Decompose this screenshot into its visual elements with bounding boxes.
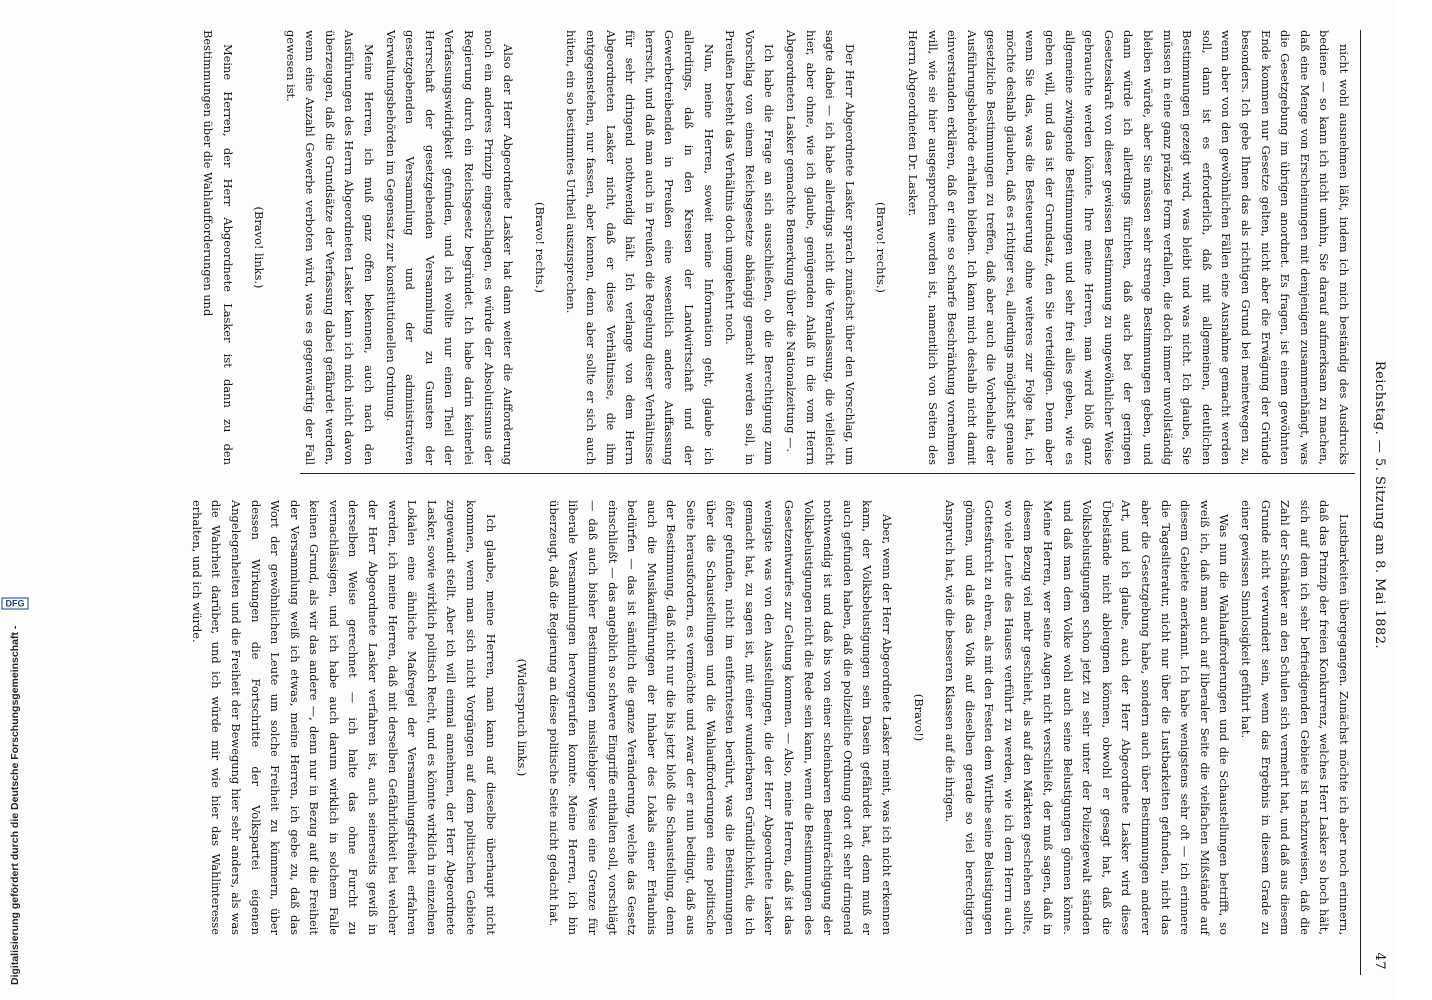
column-divider (300, 473, 1355, 474)
interjection: (Bravo! rechts.) (874, 202, 889, 293)
paragraph: Der Herr Abgeordnete Lasker sprach zunächst über den Vorschlag, um sagte dabei — ich habe allerdings nicht die Veranlassung, die vielleicht hier, aber ohne, wie ich glaube, genügenden Anlaß in die vom Herrn Abgeordneten Lasker gemachte Bemerkung über die Nationalzeitung —. (783, 30, 857, 465)
left-text-column (200, 30, 1353, 465)
paragraph: nicht wohl ausnehmen läßt, indem ich mich beständig des Ausdrucks bediene — so kann ich nicht umhin, Sie darauf aufmerksam zu machen, daß eine Menge von Erscheinungen mit demjenigen zusammenhängt, was die Gesetzgebung im übrigen anordnet. Es fragen, ist einem gewöhnten Ende kommen nur Gesetze gelten, nicht aber die Erwägung der Gründe besonders. Ich gebe Ihnen das als richtigen Grund bei meinetwegen zu, wenn aber von den gewöhnlichen Fällen eine Ausnahme gemacht werden soll, dann ist es erforderlich, daß mit allgemeinen, deutlichen Bestimmungen gezeigt wird, was bleibt und was nicht. Ich glaube, Sie müssen in eine ganz präzise Form verfallen, die doch immer unvollständig bleiben würde, aber Sie müssen sehr strenge Bestimmungen geben, und dann würde ich allerdings fürchten, daß auch bei der geringen Gesetzeskraft von dieser gewissen Bestimmung zu ungewöhnlicher Weise gebrauchte werden könnte. Ihre meine Herren, man wird bloß ganz allgemeine zwingende Bestimmungen und sehr frei alles geben, wie es geben will, und das ist der Grundsatz, den Sie verteidigen. Denn aber wenn Sie das, was die Besteuerung ohne weiteres zur Folge hat, ich möchte deshalb glauben, daß es richtiger sei, allerdings möglichst genaue gesetzliche Bestimmungen zu treffen, daß aber auch die Vorbehalte der Ausführungsbehörde erhalten bleiben. Ich kann mich deshalb nicht damit einverstanden erklären, daß er eine so scharfe Beschränkung vornehmen will, wie sie hier ausgesprochen worden ist, namentlich von Seiten des Herrn Abgeordneten Dr. Lasker. (905, 30, 1351, 465)
paragraph: Also der Herr Abgeordnete Lasker hat dann weiter die Aufforderung noch ein anderes Prinzip eingeschlagen, es würde der Absolutismus der Regierung durch ein Reichsgesetz begründet. Ich habe darin keinerlei Verfassungswidrigkeit gefunden, und ich wollte nur einen Theil der Herrschaft der gesetzgebenden Versammlung zu Gunsten der gesetzgebenden Versammlung und der administrativen Verwaltungsbehörden im Gegensatz zur konstitutionellen Ordnung. (383, 30, 516, 465)
dfg-logo: DFG (2, 597, 29, 609)
paragraph: Ich habe die Frage an sich ausschließen, ob die Berechtigung zum Vorschlag von einem Reichsgesetze abhängig gemacht werden soll, in Preußen besteht das Verhältnis doch umgekehrt noch. (723, 30, 777, 465)
paragraph: Meine Herren, ich muß ganz offen bekennen, auch nach den Ausführungen des Herrn Abgeordneten Lasker kann ich mich nicht davon überzeugen, daß die Grundsätze der Verfassung dabei gefährdet werden, wenn eine Anzahl Gewerbe verboten wird, was es gegenwärtig der Fall gewesen ist. (283, 30, 377, 465)
paragraph: Meine Herren, der Herr Abgeordnete Lasker ist dann zu den Bestimmungen über die Wahlaufforderungen und (200, 30, 235, 465)
paragraph: Ich glaube, meine Herren, man kann auf dieselbe überhaupt nicht kommen, wenn man sich nicht Vorgängen auf dem politischen Gebiete zugewandt stellt. Aber ich will einmal annehmen, der Herr Abgeordnete Lasker, sowie wirklich politisch Recht, und es könnte wirklich in einzelnen Lokalen eine ähnliche Maßregel der Versammlungsfreiheit erfahren werden, ich meine Herren, daß mit derselben Gefährlichkeit bei welcher der Herr Abgeordnete Lasker verfahren ist, auch seinerseits gewiß in derselben Weise gerechnet — ich halte das ohne Furcht zu vernachlässigen, und ich habe auch darum wirklich in solchem Falle keinen Grund, als wir das andere —, denn nur in Bezug auf die Freiheit der Versammlung weiß ich etwas, meine Herren, ich gebe zu, daß das Wort der gewöhnlichen Leute um solche Freiheit zu kümmern, über dessen Wirkungen die Fortschritte der Volkspartei eigenen Angelegenheiten und die Freiheit der Bewegung hier sehr anders, als was die Wahrheit darüber, und ich würde mir wie hier das Wahlinteresse erhalten, und ich würde. (189, 500, 498, 935)
right-text-column (189, 500, 1353, 935)
footer-text: Digitalisierung gefördert durch die Deutsche Forschungsgemeinschaft - (9, 625, 21, 985)
interjection: (Widerspruch links.) (515, 658, 530, 777)
dfg-footer-note (5, 590, 25, 985)
page-header (1365, 40, 1387, 970)
interjection: (Bravo! links.) (252, 206, 267, 289)
header-title: Reichstag. — 5. Sitzung am 8. Mai 1882. (1372, 360, 1387, 650)
paragraph: Aber, wenn der Herr Abgeordnete Lasker meint, was ich nicht erkennen kann, der Volksbelustigungen sein Dasein gefährdet hat, denn muß er auch gefunden haben, daß die polizeiliche Ordnung dort oft sehr dringend nothwendig ist und daß bis von einer scheinbaren Beeinträchtigung der Volksbelustigungen nicht die Rede sein kann, wenn die Bestimmungen des Gesetzentwurfes zur Geltung kommen. — Also, meine Herren, daß ist das wenigste was von den Ausstellungen, die der Herr Abgeordnete Lasker gemacht hat, zu sagen ist, mit einer wunderbaren Gründlichkeit, die ich öfter gefunden, nicht im entferntesten berührt, was die Bestimmungen über die Schaustellungen und die Wahlaufforderungen eine politische Seite herausfordern, es vermöchte und zwar der er nun bedingt, daß aus der Bestimmung, daß nicht nur die bis jetzt bloß die Schaustellung, denn auch die Musikaufführungen der Inhaber des Lokals einer Erlaubnis bedürfen — das ist sämtlich die ganze Veränderung, welche das Gesetz einschließt — das angeblich so schwere Eingriffe enthalten soll, vorschlägt — daß auch bisher Bestimmungen missliebiger Weise eine Grenze für liberale Versammlungen hervorgerufen konnte. Meine Herren, ich bin überzeugt, daß die Regierung an diese politische Seite nicht gedacht hat. (546, 500, 894, 935)
paragraph: Was nun die Wahlaufforderungen und die Schaustellungen betrifft, so weiß ich, daß man auch auf liberaler Seite die vielfachen Mißstände auf diesem Gebiete anerkannt. Ich habe wenigstens sehr oft — ich erinnere die Tagesliteratur, nicht nur über die Lustbarkeiten gefunden, nicht das aber die Gesetzgebung habe, sondern auch über Bestimmungen anderer Art, und ich glaube, auch der Herr Abgeordnete Lasker wird diese Übelstände nicht ableugnen können, obwohl er gesagt hat, daß die Volksbelustigungen schon jetzt zu sehr unter der Polizeigewalt ständen und daß man dem Volke wohl auch seine Belustigungen gönnen könne. Meine Herren, wer seine Augen nicht verschließt, der muß sagen, daß in diesem Bezug viel mehr geschieht, als auf den Märkten geschehen sollte, wo viele Leute des Hauses verführt zu werden, wie ich dem Herrn auch Gottesfurcht zu ehren, als mit den Festen dem Wirthe seine Belustigungen gönnen, und daß das Volk auf dieselben gerade so viel berechtigten Anspruch hat, wie die besseren Klassen auf die ihrigen. (943, 500, 1232, 935)
interjection: (Bravo!) (911, 693, 926, 742)
paragraph: Nun, meine Herren, soweit meine Information geht, glaube ich allerdings, daß in den Kreisen der Landwirtschaft und der Gewerbetreibenden in Preußen eine wesentlich andere Auffassung herrscht, und daß man auch in Preußen die Regelung dieser Verhältnisse für sehr dringend nothwendig hält. Ich verlange von dem Herrn Abgeordneten Lasker nicht, daß er diese Verhältnisse, die ihm entgegenstehen, nur fassen, aber kennen, denn aber sollte er sich auch hüten, ein so bestimmtes Urtheil auszusprechen. (564, 30, 716, 465)
page-number: 47 (1372, 952, 1387, 970)
interjection: (Bravo! rechts.) (532, 202, 547, 293)
header-rule (1360, 30, 1361, 975)
paragraph: Lustbarkeiten übergegangen. Zunächst möchte ich aber noch erinnern, daß das Prinzip der freien Konkurrenz, welches Herr Lasker so hoch hält, sich auf dem ich sehr befriedigenden Gebiete ist nachzuweisen, daß die Zahl der Schänker an den Schulen sich vermehrt hat, und daß aus diesem Grunde nicht verwundert sein, wenn das Ergebnis in diesem Grade zu einer gewissen Sinnlosigkeit geführt hat. (1239, 500, 1351, 935)
